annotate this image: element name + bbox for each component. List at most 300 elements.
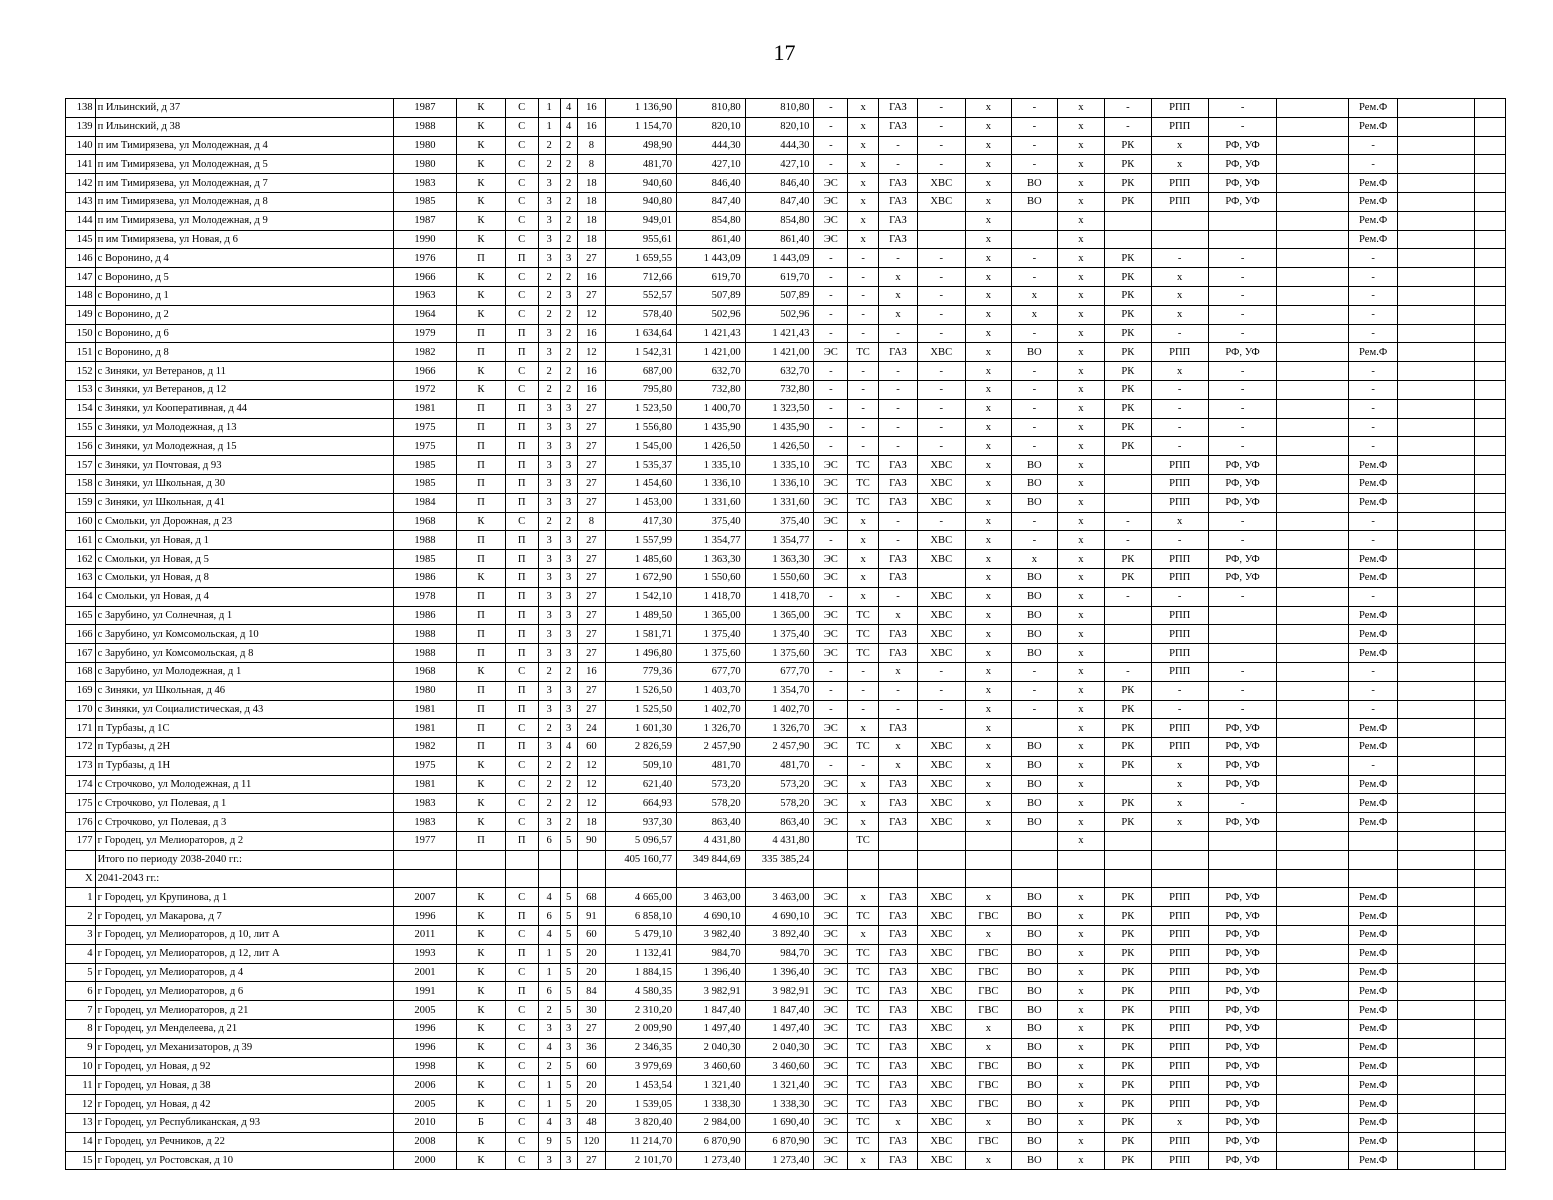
table-cell: С (505, 662, 538, 681)
table-cell: 677,70 (677, 662, 746, 681)
table-cell: х (1151, 794, 1208, 813)
table-cell: - (1349, 399, 1398, 418)
table-cell: 2 (560, 324, 577, 343)
table-cell: 30 (577, 1001, 606, 1020)
table-cell: ЭС (814, 926, 848, 945)
table-cell: 417,30 (606, 512, 677, 531)
table-row (66, 474, 1506, 493)
table-cell: ХВС (918, 456, 966, 475)
table-cell: х (965, 531, 1012, 550)
table-cell: с Воронино, д 5 (95, 268, 393, 287)
table-cell: ВО (1012, 944, 1057, 963)
table-cell: ТС (848, 606, 879, 625)
table-cell: ГАЗ (878, 230, 917, 249)
table-cell: ТС (848, 1076, 879, 1095)
table-cell (1208, 606, 1277, 625)
table-cell: 18 (577, 813, 606, 832)
table-cell: Рем.Ф (1349, 343, 1398, 362)
table-cell: К (457, 230, 506, 249)
table-cell (505, 869, 538, 888)
table-cell: 3 (560, 399, 577, 418)
table-cell: Рем.Ф (1349, 1114, 1398, 1133)
table-cell (1105, 644, 1152, 663)
table-cell: х (1151, 362, 1208, 381)
table-cell: х (1057, 418, 1105, 437)
table-cell: - (1105, 512, 1152, 531)
table-cell: - (878, 418, 917, 437)
table-cell: РФ, УФ (1208, 1114, 1277, 1133)
table-cell: - (814, 399, 848, 418)
table-cell: 6 858,10 (606, 907, 677, 926)
table-cell: 176 (66, 813, 96, 832)
table-cell: - (918, 117, 966, 136)
table-cell: х (965, 775, 1012, 794)
table-cell: Рем.Ф (1349, 568, 1398, 587)
table-cell (1397, 738, 1474, 757)
table-cell: - (1349, 268, 1398, 287)
table-cell: 1 321,40 (745, 1076, 814, 1095)
table-cell: 27 (577, 531, 606, 550)
table-cell: - (814, 662, 848, 681)
table-cell: 18 (577, 174, 606, 193)
table-cell: 1 443,09 (745, 249, 814, 268)
table-cell: РК (1105, 305, 1152, 324)
table-cell (1475, 1076, 1506, 1095)
table-cell: 1 418,70 (677, 587, 746, 606)
table-cell (1208, 211, 1277, 230)
table-cell: - (814, 155, 848, 174)
table-cell: Итого по периоду 2038-2040 гг.: (95, 850, 393, 869)
table-cell: 846,40 (677, 174, 746, 193)
table-cell: - (918, 305, 966, 324)
table-cell (1277, 662, 1349, 681)
table-cell: 1979 (393, 324, 456, 343)
table-cell: 1983 (393, 813, 456, 832)
table-cell: 6 (538, 907, 560, 926)
table-cell: ВО (1012, 1020, 1057, 1039)
table-cell: п им Тимирязева, ул Молодежная, д 9 (95, 211, 393, 230)
table-cell: П (505, 324, 538, 343)
table-row (66, 869, 1506, 888)
table-cell: 1 338,30 (745, 1095, 814, 1114)
table-cell: ГВС (965, 1132, 1012, 1151)
table-row (66, 1095, 1506, 1114)
table-cell: К (457, 888, 506, 907)
table-cell: 36 (577, 1038, 606, 1057)
table-cell: 2 (66, 907, 96, 926)
table-cell: с Строчково, ул Полевая, д 3 (95, 813, 393, 832)
table-cell: - (848, 662, 879, 681)
table-cell: 27 (577, 493, 606, 512)
table-cell (505, 850, 538, 869)
table-row (66, 437, 1506, 456)
table-cell: 2 101,70 (606, 1151, 677, 1170)
table-cell: г Городец, ул Речников, д 22 (95, 1132, 393, 1151)
table-cell: - (848, 286, 879, 305)
table-cell: РПП (1151, 1132, 1208, 1151)
table-cell: с Воронино, д 1 (95, 286, 393, 305)
table-cell: - (1349, 380, 1398, 399)
table-cell: 940,60 (606, 174, 677, 193)
table-cell: ГАЗ (878, 625, 917, 644)
table-cell: ЭС (814, 719, 848, 738)
table-cell: 1 542,10 (606, 587, 677, 606)
table-cell (1397, 1076, 1474, 1095)
table-cell: ВО (1012, 888, 1057, 907)
table-cell: х (1057, 794, 1105, 813)
table-cell: 1 496,80 (606, 644, 677, 663)
table-cell: - (1105, 117, 1152, 136)
table-cell: П (505, 644, 538, 663)
table-cell: 1 321,40 (677, 1076, 746, 1095)
table-row (66, 380, 1506, 399)
table-cell: 1975 (393, 756, 456, 775)
table-cell (1151, 869, 1208, 888)
table-cell: г Городец, ул Новая, д 38 (95, 1076, 393, 1095)
table-cell: РПП (1151, 888, 1208, 907)
table-cell (1277, 362, 1349, 381)
table-cell: РК (1105, 1132, 1152, 1151)
table-cell (1277, 174, 1349, 193)
table-cell: ЭС (814, 813, 848, 832)
table-cell: 1981 (393, 700, 456, 719)
table-cell: 1978 (393, 587, 456, 606)
table-cell: 8 (577, 136, 606, 155)
table-cell: 1 363,30 (745, 550, 814, 569)
table-cell: Рем.Ф (1349, 493, 1398, 512)
table-cell: ЭС (814, 230, 848, 249)
table-cell (1277, 531, 1349, 550)
table-cell: ВО (1012, 1132, 1057, 1151)
table-cell: - (1208, 362, 1277, 381)
table-cell: 3 (560, 1020, 577, 1039)
table-cell (1397, 474, 1474, 493)
table-cell: 2011 (393, 926, 456, 945)
table-cell (1277, 99, 1349, 118)
table-cell: 1 539,05 (606, 1095, 677, 1114)
table-cell: 955,61 (606, 230, 677, 249)
table-cell: 1 335,10 (677, 456, 746, 475)
table-cell: г Городец, ул Мелиораторов, д 4 (95, 963, 393, 982)
table-cell (1397, 99, 1474, 118)
table-cell: Рем.Ф (1349, 1001, 1398, 1020)
table-cell: 158 (66, 474, 96, 493)
table-cell (1475, 644, 1506, 663)
table-cell (1475, 944, 1506, 963)
table-cell: П (457, 456, 506, 475)
table-cell: 1 453,54 (606, 1076, 677, 1095)
table-cell: х (1057, 662, 1105, 681)
table-cell: 1 331,60 (745, 493, 814, 512)
table-cell: - (1349, 324, 1398, 343)
table-cell: 12 (577, 794, 606, 813)
table-cell: х (965, 550, 1012, 569)
table-cell: 632,70 (677, 362, 746, 381)
table-cell (1012, 719, 1057, 738)
table-cell: 16 (577, 380, 606, 399)
table-cell: С (505, 1001, 538, 1020)
table-cell: К (457, 99, 506, 118)
table-cell: с Смольки, ул Новая, д 5 (95, 550, 393, 569)
table-cell: 9 (538, 1132, 560, 1151)
table-cell: 5 (560, 944, 577, 963)
table-cell: 1 354,77 (745, 531, 814, 550)
table-cell: РК (1105, 343, 1152, 362)
table-row (66, 587, 1506, 606)
table-cell (1397, 1001, 1474, 1020)
table-row (66, 211, 1506, 230)
table-cell (1475, 474, 1506, 493)
table-cell: - (848, 380, 879, 399)
table-cell: 1 485,60 (606, 550, 677, 569)
table-cell: х (965, 681, 1012, 700)
table-cell: 349 844,69 (677, 850, 746, 869)
table-cell (1475, 587, 1506, 606)
table-cell: 2005 (393, 1001, 456, 1020)
table-cell: 2 (538, 286, 560, 305)
table-cell: х (965, 719, 1012, 738)
table-cell: х (1151, 305, 1208, 324)
table-cell: - (1208, 662, 1277, 681)
table-cell: 142 (66, 174, 96, 193)
table-cell (918, 869, 966, 888)
table-cell: 170 (66, 700, 96, 719)
table-cell (1277, 437, 1349, 456)
table-cell (1397, 192, 1474, 211)
table-cell: 1 435,90 (677, 418, 746, 437)
table-cell (1012, 869, 1057, 888)
table-cell: х (965, 512, 1012, 531)
table-cell (1475, 832, 1506, 851)
table-cell: К (457, 926, 506, 945)
table-cell: П (457, 249, 506, 268)
table-cell: Рем.Ф (1349, 944, 1398, 963)
table-cell: 2041-2043 гг.: (95, 869, 393, 888)
table-row (66, 719, 1506, 738)
table-cell: 1988 (393, 625, 456, 644)
table-cell: РК (1105, 907, 1152, 926)
table-cell: П (505, 437, 538, 456)
table-cell: 10 (66, 1057, 96, 1076)
table-row (66, 813, 1506, 832)
table-cell: 619,70 (677, 268, 746, 287)
table-cell: РК (1105, 982, 1152, 1001)
table-cell: 677,70 (745, 662, 814, 681)
table-cell: 1981 (393, 775, 456, 794)
table-cell: х (848, 926, 879, 945)
table-cell: РК (1105, 756, 1152, 775)
table-cell (1277, 1038, 1349, 1057)
table-cell: ГАЗ (878, 1020, 917, 1039)
table-cell: 1980 (393, 136, 456, 155)
table-cell: 578,40 (606, 305, 677, 324)
table-cell: ВО (1012, 1057, 1057, 1076)
table-cell: х (1151, 268, 1208, 287)
table-cell: 1 336,10 (677, 474, 746, 493)
table-cell (1397, 794, 1474, 813)
table-cell: 1986 (393, 606, 456, 625)
table-cell: 2 (560, 268, 577, 287)
table-cell (1397, 493, 1474, 512)
table-cell: С (505, 756, 538, 775)
table-cell: 20 (577, 944, 606, 963)
table-cell: 5 (560, 926, 577, 945)
table-cell: К (457, 1076, 506, 1095)
table-cell: 166 (66, 625, 96, 644)
table-cell: 3 (560, 550, 577, 569)
table-cell: ВО (1012, 1114, 1057, 1133)
table-cell: 3 (538, 493, 560, 512)
table-cell: - (848, 756, 879, 775)
table-cell: ЭС (814, 606, 848, 625)
table-cell: 1 402,70 (745, 700, 814, 719)
table-cell: 168 (66, 662, 96, 681)
table-cell (878, 850, 917, 869)
table-cell: К (457, 982, 506, 1001)
table-cell: С (505, 888, 538, 907)
table-cell: К (457, 174, 506, 193)
table-cell (1105, 606, 1152, 625)
table-cell: 1988 (393, 531, 456, 550)
table-cell (1475, 550, 1506, 569)
table-cell: 2 310,20 (606, 1001, 677, 1020)
table-cell: С (505, 174, 538, 193)
table-cell: х (878, 756, 917, 775)
table-cell: 149 (66, 305, 96, 324)
table-cell: 444,30 (745, 136, 814, 155)
table-cell: 3 (538, 738, 560, 757)
table-cell: 4 690,10 (677, 907, 746, 926)
table-cell: РК (1105, 1038, 1152, 1057)
table-cell (1277, 474, 1349, 493)
table-cell: 4 665,00 (606, 888, 677, 907)
table-cell: - (1105, 531, 1152, 550)
table-cell: х (848, 719, 879, 738)
table-cell: ВО (1012, 587, 1057, 606)
table-cell: 2 (560, 211, 577, 230)
table-cell (1277, 230, 1349, 249)
table-cell: ТС (848, 1095, 879, 1114)
table-cell: ГАЗ (878, 1001, 917, 1020)
table-row (66, 399, 1506, 418)
table-cell: С (505, 1132, 538, 1151)
table-cell (1397, 1057, 1474, 1076)
table-cell: х (965, 268, 1012, 287)
table-cell: ГАЗ (878, 907, 917, 926)
table-cell: 169 (66, 681, 96, 700)
table-cell: х (848, 512, 879, 531)
table-cell (1277, 1001, 1349, 1020)
table-cell: х (965, 662, 1012, 681)
table-cell: ТС (848, 1114, 879, 1133)
table-cell: 1 (538, 99, 560, 118)
table-cell: - (1208, 681, 1277, 700)
table-cell: К (457, 380, 506, 399)
table-cell (1105, 775, 1152, 794)
table-cell: х (878, 606, 917, 625)
table-cell (1397, 343, 1474, 362)
table-cell: 1 550,60 (677, 568, 746, 587)
table-cell: п Ильинский, д 38 (95, 117, 393, 136)
table-cell: 3 460,60 (677, 1057, 746, 1076)
table-cell: 145 (66, 230, 96, 249)
table-cell: 984,70 (745, 944, 814, 963)
table-cell: х (1057, 136, 1105, 155)
table-cell (1277, 568, 1349, 587)
table-cell: РФ, УФ (1208, 568, 1277, 587)
table-cell: - (814, 756, 848, 775)
table-cell: х (1057, 456, 1105, 475)
table-cell: - (814, 324, 848, 343)
table-cell: 3 (560, 625, 577, 644)
table-cell: П (505, 700, 538, 719)
table-cell: ЭС (814, 1038, 848, 1057)
table-cell: с Зиняки, ул Ветеранов, д 11 (95, 362, 393, 381)
table-cell: ГВС (965, 1057, 1012, 1076)
table-cell: П (457, 681, 506, 700)
table-cell: г Городец, ул Менделеева, д 21 (95, 1020, 393, 1039)
table-cell: 3 (538, 230, 560, 249)
table-cell: 1 396,40 (745, 963, 814, 982)
table-cell: 3 (538, 399, 560, 418)
table-cell: 154 (66, 399, 96, 418)
table-cell: х (1057, 926, 1105, 945)
table-cell: 2 (538, 1001, 560, 1020)
table-cell: РФ, УФ (1208, 1057, 1277, 1076)
table-cell: Рем.Ф (1349, 907, 1398, 926)
table-cell: 2 040,30 (745, 1038, 814, 1057)
table-cell: - (1208, 437, 1277, 456)
table-cell: г Городец, ул Макарова, д 7 (95, 907, 393, 926)
table-cell: х (965, 418, 1012, 437)
table-cell: 2 (560, 662, 577, 681)
table-cell (1475, 625, 1506, 644)
table-cell: 12 (66, 1095, 96, 1114)
table-cell: п им Тимирязева, ул Молодежная, д 5 (95, 155, 393, 174)
table-cell: 3 (66, 926, 96, 945)
table-cell: ЭС (814, 1095, 848, 1114)
table-cell: 8 (66, 1020, 96, 1039)
table-cell (1397, 418, 1474, 437)
table-cell: 27 (577, 1151, 606, 1170)
table-cell: П (505, 982, 538, 1001)
table-cell: х (1057, 230, 1105, 249)
table-cell (1397, 1151, 1474, 1170)
table-cell: - (1151, 418, 1208, 437)
table-cell (577, 850, 606, 869)
table-cell: 3 (560, 719, 577, 738)
table-cell: 502,96 (745, 305, 814, 324)
table-row (66, 944, 1506, 963)
table-cell: 1 336,10 (745, 474, 814, 493)
table-cell (1397, 286, 1474, 305)
table-cell: ХВС (918, 531, 966, 550)
table-cell: х (965, 99, 1012, 118)
table-cell: 3 (560, 681, 577, 700)
table-cell: РПП (1151, 662, 1208, 681)
table-cell: ГАЗ (878, 1057, 917, 1076)
table-cell: П (457, 418, 506, 437)
table-cell: - (918, 700, 966, 719)
table-cell (918, 568, 966, 587)
table-cell: ГАЗ (878, 474, 917, 493)
table-cell: 5 (560, 982, 577, 1001)
table-cell: С (505, 926, 538, 945)
table-cell: П (457, 399, 506, 418)
table-cell: 1981 (393, 719, 456, 738)
table-cell: 2 (560, 380, 577, 399)
table-cell: ХВС (918, 944, 966, 963)
